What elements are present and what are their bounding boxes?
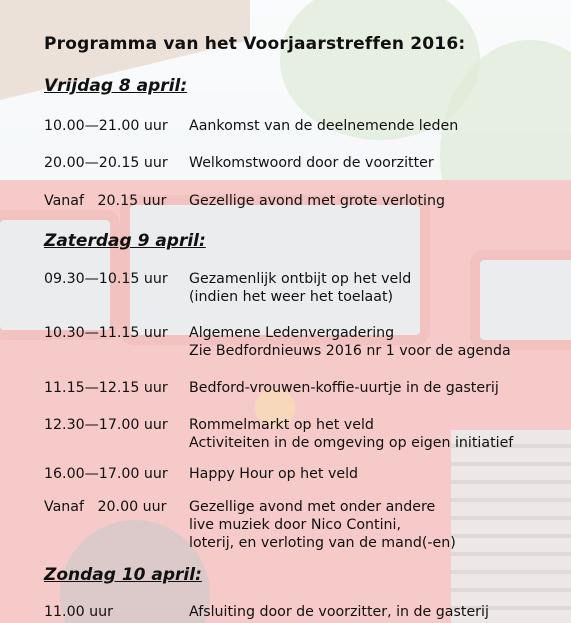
- item-line: Rommelmarkt op het veld: [189, 417, 374, 433]
- item-line: Welkomstwoord door de voorzitter: [189, 155, 434, 171]
- page-title: Programma van het Voorjaarstreffen 2016:: [44, 34, 466, 54]
- item-description: [189, 117, 458, 135]
- item-time: 12.30—17.00 uur: [44, 417, 168, 433]
- item-line: (indien het weer het toelaat): [189, 289, 394, 305]
- item-line: live muziek door Nico Contini,: [189, 517, 401, 533]
- item-description: [189, 379, 499, 397]
- item-time: 10.30—11.15 uur: [44, 325, 168, 341]
- item-line: Gezamenlijk ontbijt op het veld: [189, 271, 412, 287]
- item-time: Vanaf 20.15 uur: [44, 193, 167, 209]
- item-line: Gezellige avond met grote verloting: [189, 193, 445, 209]
- item-line: Bedford-vrouwen-koffie-uurtje in de gasterij: [189, 380, 499, 396]
- item-description: [189, 324, 511, 360]
- day-heading: Zaterdag 9 april:: [44, 231, 206, 251]
- day-heading: Vrijdag 8 april:: [44, 76, 188, 96]
- item-time: 11.00 uur: [44, 604, 113, 620]
- item-description: [189, 192, 445, 210]
- item-description: [189, 154, 434, 172]
- item-line: Afsluiting door de voorzitter, in de gasterij: [189, 604, 489, 620]
- item-time: 09.30—10.15 uur: [44, 271, 168, 287]
- item-time: 11.15—12.15 uur: [44, 380, 168, 396]
- item-line: Algemene Ledenvergadering: [189, 325, 395, 341]
- item-description: [189, 270, 411, 306]
- item-line: Activiteiten in de omgeving op eigen initiatief: [189, 435, 514, 451]
- item-line: loterij, en verloting van de mand(-en): [189, 535, 456, 551]
- day-heading: Zondag 10 april:: [44, 565, 202, 585]
- item-description: [189, 465, 358, 483]
- item-time: Vanaf 20.00 uur: [44, 499, 167, 515]
- item-description: [189, 416, 513, 452]
- item-description: [189, 498, 456, 552]
- item-description: [189, 603, 489, 621]
- item-time: 20.00—20.15 uur: [44, 155, 168, 171]
- item-time: 16.00—17.00 uur: [44, 466, 168, 482]
- item-time: 10.00—21.00 uur: [44, 118, 168, 134]
- item-line: Gezellige avond met onder andere: [189, 499, 436, 515]
- item-line: Aankomst van de deelnemende leden: [189, 118, 459, 134]
- item-line: Happy Hour op het veld: [189, 466, 359, 482]
- item-line: Zie Bedfordnieuws 2016 nr 1 voor de agenda: [189, 343, 511, 359]
